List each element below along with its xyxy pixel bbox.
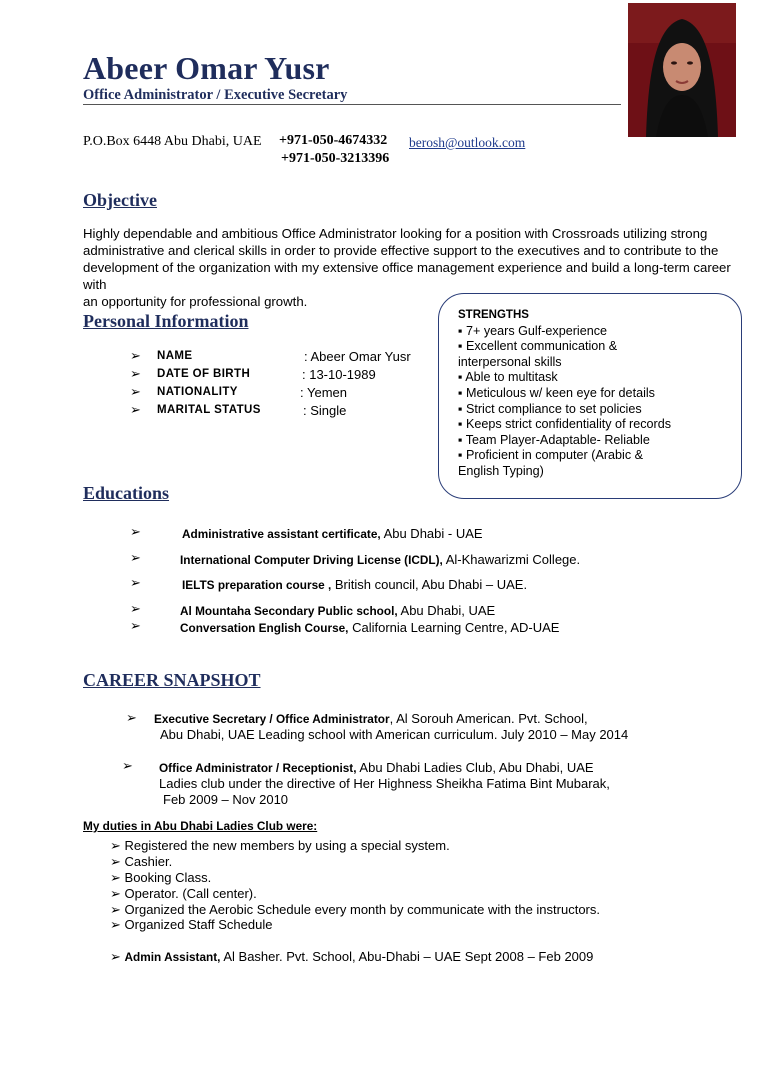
job-detail-3: Al Basher. Pvt. School, Abu-Dhabi – UAE Sept 2008 – Feb 2009 (220, 949, 594, 964)
objective-line: Highly dependable and ambitious Office Administrator looking for a position with Crossroads utilizing strong (83, 226, 708, 241)
job-description-2: Ladies club under the directive of Her Highness Sheikha Fatima Bint Mubarak, (159, 776, 610, 791)
bullet-arrow-icon: ➢ (130, 384, 141, 399)
nationality-value: : Yemen (300, 385, 347, 400)
duty-item: ➢ Registered the new members by using a special system. (110, 838, 450, 853)
bullet-arrow-icon: ➢ (130, 524, 141, 539)
strengths-title: STRENGTHS (458, 309, 529, 321)
duties-heading: My duties in Abu Dhabi Ladies Club were: (83, 819, 318, 833)
education-item-detail: Abu Dhabi - UAE (380, 526, 483, 541)
profile-photo (628, 3, 736, 137)
strength-item: ▪ 7+ years Gulf-experience (458, 323, 608, 338)
education-item-detail: California Learning Centre, AD-UAE (348, 620, 560, 635)
strength-item: ▪ Meticulous w/ keen eye for details (458, 385, 655, 400)
duty-item: ➢ Cashier. (110, 854, 173, 869)
header-divider (83, 104, 621, 105)
job-title: Office Administrator / Executive Secretary (83, 87, 348, 103)
bullet-arrow-icon: ➢ (130, 618, 141, 633)
education-item (182, 577, 527, 592)
bullet-arrow-icon: ➢ (110, 949, 121, 964)
job-title-1: Executive Secretary / Office Administrator (154, 712, 390, 726)
address: P.O.Box 6448 Abu Dhabi, UAE (83, 134, 262, 149)
objective-line: an opportunity for professional growth. (83, 294, 308, 309)
education-heading: Educations (83, 483, 170, 503)
bullet-arrow-icon: ➢ (130, 402, 141, 417)
bullet-arrow-icon: ➢ (110, 917, 121, 932)
objective-line: administrative and clerical skills in order to provide effective support to the executives and to contribute to the (83, 243, 719, 258)
name-label: NAME (157, 350, 193, 362)
job-description-1: Abu Dhabi, UAE Leading school with American curriculum. July 2010 – May 2014 (160, 727, 629, 742)
education-item-detail: British council, Abu Dhabi – UAE. (331, 577, 528, 592)
strength-item: ▪ Strict compliance to set policies (458, 401, 642, 416)
job-title-3: Admin Assistant, (124, 950, 221, 964)
job-detail-2: Abu Dhabi Ladies Club, Abu Dhabi, UAE (356, 760, 594, 775)
education-item-title: Administrative assistant certificate, (182, 527, 381, 541)
strengths-list (458, 308, 728, 480)
email-link[interactable]: berosh@outlook.com (409, 135, 526, 150)
bullet-arrow-icon: ➢ (130, 601, 141, 616)
bullet-arrow-icon: ➢ (130, 575, 141, 590)
bullet-arrow-icon: ➢ (122, 758, 133, 773)
marital-status-label: MARITAL STATUS (157, 404, 261, 416)
education-item-detail: Abu Dhabi, UAE (397, 603, 496, 618)
bullet-arrow-icon: ➢ (110, 838, 121, 853)
bullet-arrow-icon: ➢ (110, 886, 121, 901)
education-item-detail: Al-Khawarizmi College. (442, 552, 581, 567)
dob-value: : 13-10-1989 (302, 367, 376, 382)
strength-item: interpersonal skills (458, 354, 562, 369)
candidate-name: Abeer Omar Yusr (83, 50, 330, 86)
strength-item: English Typing) (458, 463, 544, 478)
bullet-arrow-icon: ➢ (130, 366, 141, 381)
strength-item: ▪ Proficient in computer (Arabic & (458, 448, 644, 463)
objective-line: development of the organization with my extensive office management experience and build a long-term career with (83, 260, 731, 292)
bullet-arrow-icon: ➢ (110, 902, 121, 917)
education-item-title: IELTS preparation course , (182, 578, 332, 592)
duty-item: ➢ Operator. (Call center). (110, 886, 257, 901)
marital-status-value: : Single (303, 403, 347, 418)
strength-item: ▪ Keeps strict confidentiality of records (458, 417, 672, 432)
bullet-arrow-icon: ➢ (130, 348, 141, 363)
phone-primary: +971-050-4674332 (279, 133, 388, 148)
strength-item: ▪ Able to multitask (458, 370, 558, 385)
bullet-arrow-icon: ➢ (126, 710, 137, 725)
person-photo-icon (628, 3, 736, 137)
duty-item: ➢ Organized Staff Schedule (110, 917, 273, 932)
nationality-label: NATIONALITY (157, 386, 238, 398)
strength-item: ▪ Team Player-Adaptable- Reliable (458, 432, 650, 447)
job-dates-2: Feb 2009 – Nov 2010 (163, 792, 289, 807)
bullet-arrow-icon: ➢ (110, 870, 121, 885)
job-entry (110, 949, 593, 965)
duty-item: ➢ Booking Class. (110, 870, 212, 885)
name-value: : Abeer Omar Yusr (304, 349, 411, 364)
career-heading: CAREER SNAPSHOT (83, 670, 261, 690)
phone-secondary: +971-050-3213396 (281, 151, 390, 166)
bullet-arrow-icon: ➢ (130, 550, 141, 565)
education-item-title: Conversation English Course, (180, 621, 349, 635)
duty-item: ➢ Organized the Aerobic Schedule every month by communicate with the instructors. (110, 902, 600, 917)
education-item (180, 603, 495, 618)
job-title-2: Office Administrator / Receptionist, (159, 761, 357, 775)
job-detail-1: , Al Sorouh American. Pvt. School, (389, 711, 588, 726)
education-item (180, 552, 580, 567)
job-entry (159, 760, 594, 776)
education-item-title: International Computer Driving License (ICDL), (180, 553, 443, 567)
bullet-arrow-icon: ➢ (110, 854, 121, 869)
objective-heading: Objective (83, 190, 157, 210)
personal-info-heading: Personal Information (83, 311, 249, 331)
dob-label: DATE OF BIRTH (157, 368, 251, 380)
education-item (180, 620, 559, 635)
education-item (182, 526, 483, 541)
job-entry (154, 711, 588, 727)
strength-item: ▪ Excellent communication & (458, 339, 618, 354)
education-item-title: Al Mountaha Secondary Public school, (180, 604, 398, 618)
